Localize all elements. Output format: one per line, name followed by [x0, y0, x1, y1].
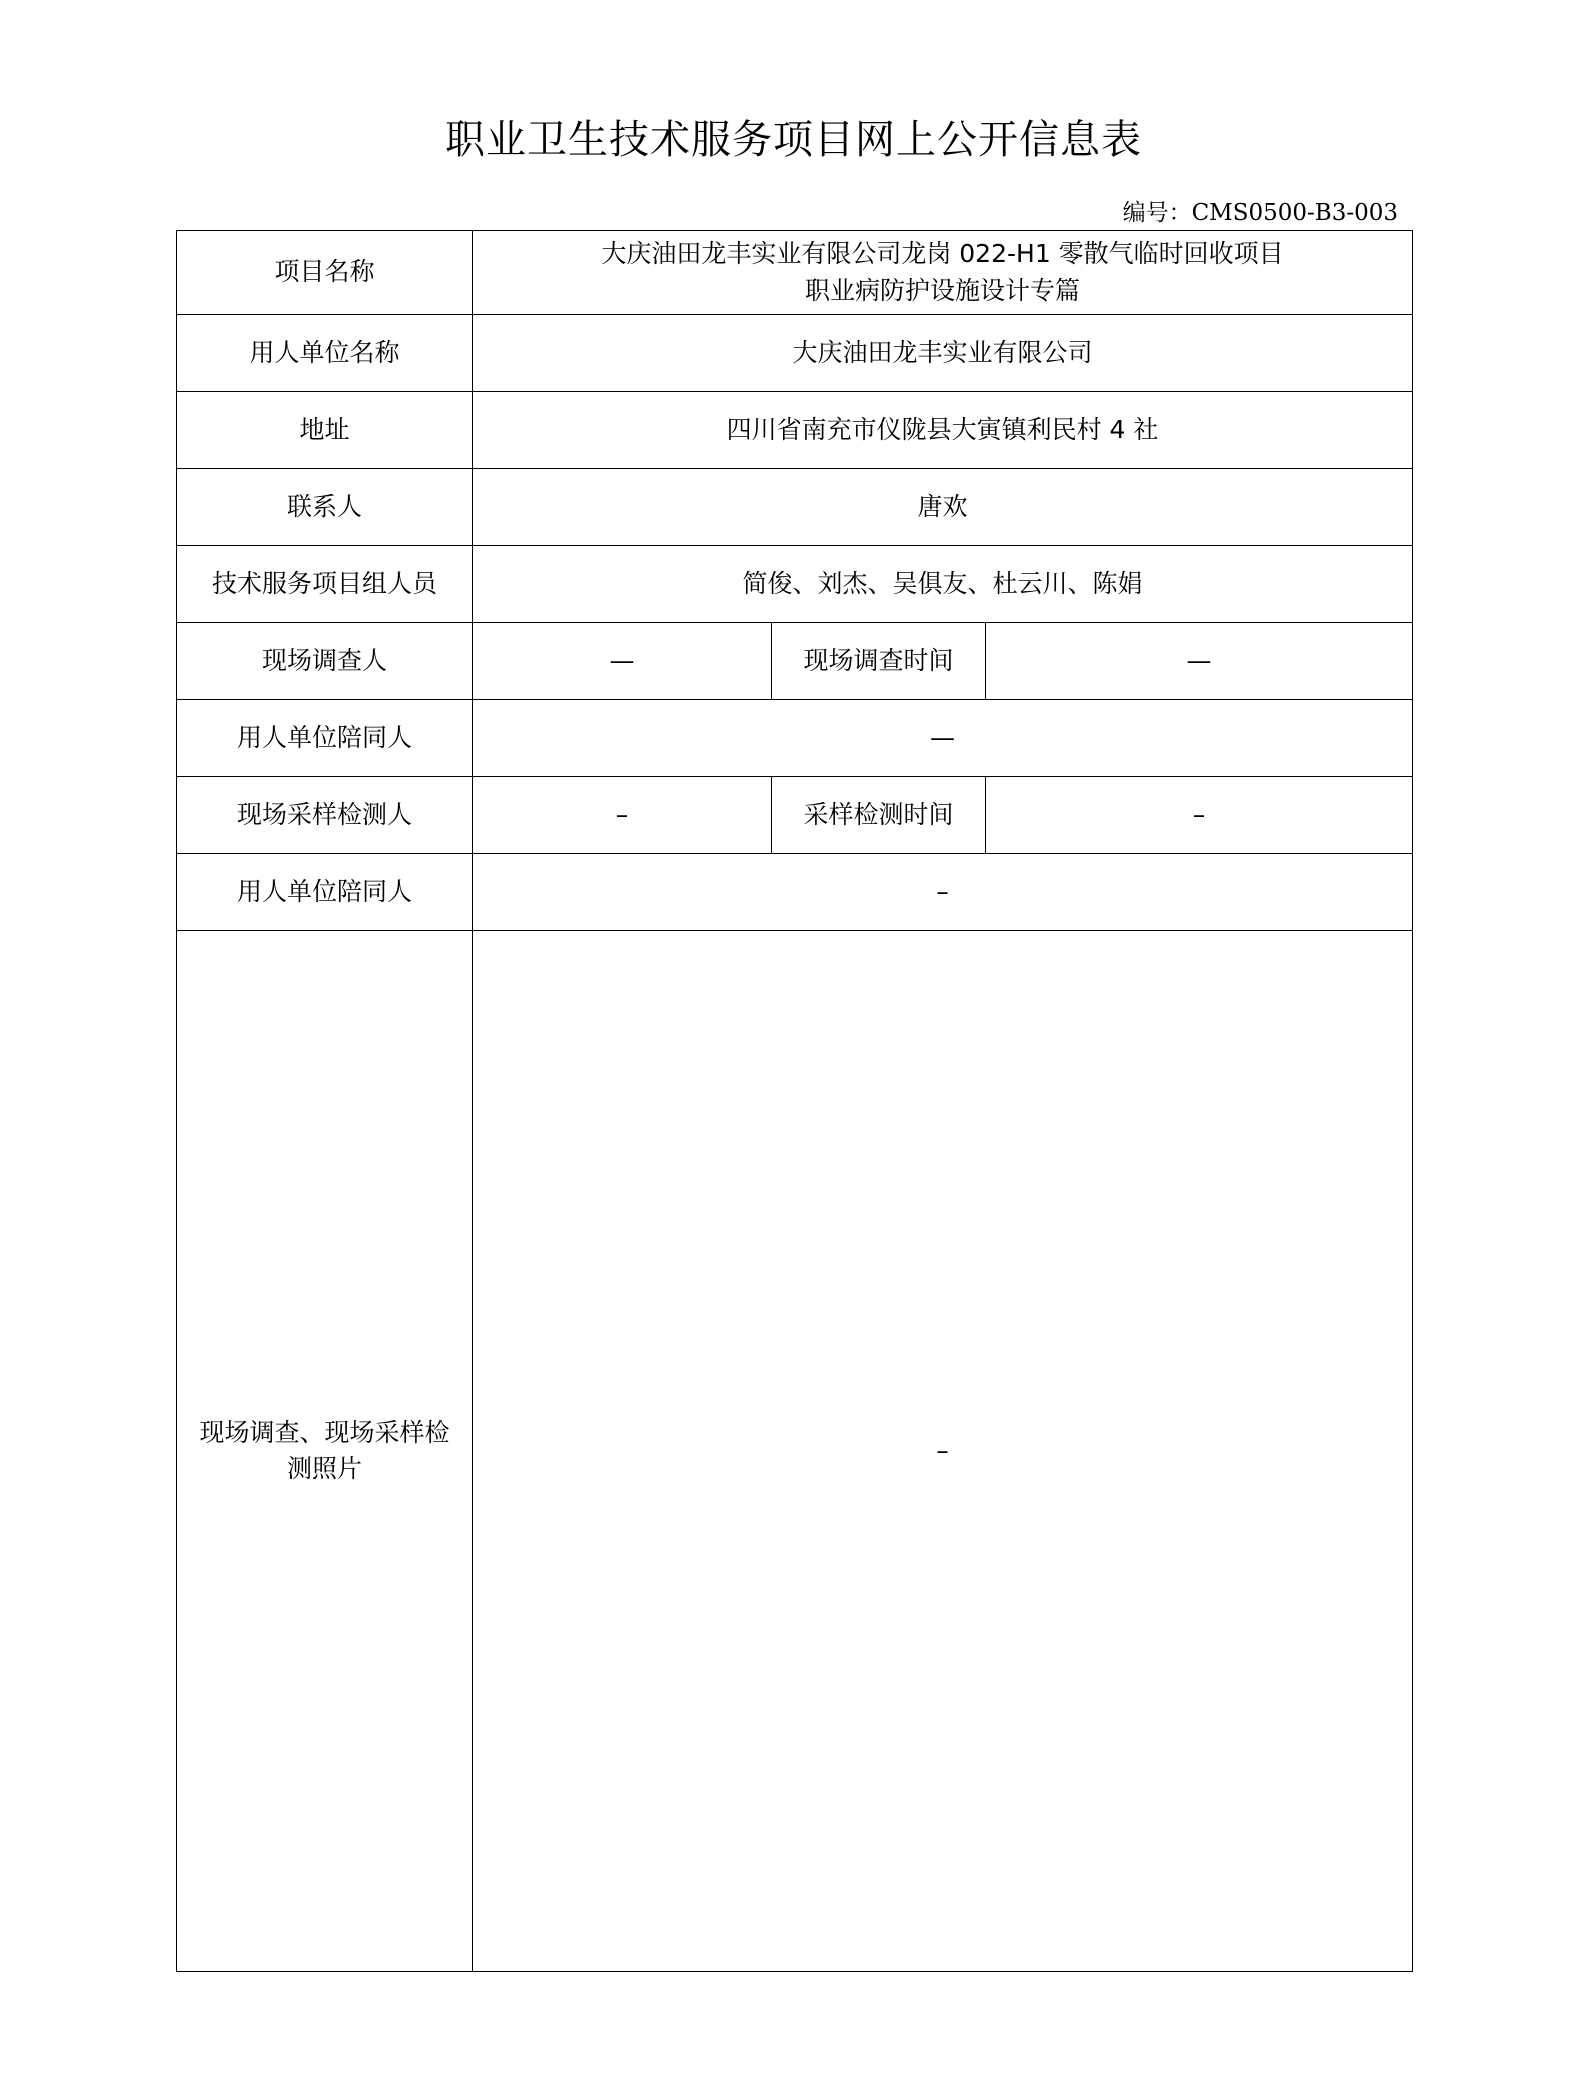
survey-time-value: — — [986, 623, 1413, 700]
survey-label: 现场调查人 — [177, 623, 473, 700]
survey-escort-value: — — [473, 700, 1413, 777]
table-row — [177, 231, 1413, 315]
photos-label — [177, 931, 473, 1972]
sampling-time-label: 采样检测时间 — [772, 777, 986, 854]
survey-escort-label: 用人单位陪同人 — [177, 700, 473, 777]
table-row — [177, 392, 1413, 469]
survey-value: — — [473, 623, 772, 700]
table-row — [177, 469, 1413, 546]
table-row — [177, 777, 1413, 854]
table-row — [177, 546, 1413, 623]
project-name-line-1: 大庆油田龙丰实业有限公司龙岗 022-H1 零散气临时回收项目 — [601, 239, 1284, 269]
employer-value: 大庆油田龙丰实业有限公司 — [473, 315, 1413, 392]
table-row — [177, 315, 1413, 392]
photos-label-line-1: 现场调查、现场采样检 — [199, 1417, 450, 1447]
page-title: 职业卫生技术服务项目网上公开信息表 — [445, 117, 1142, 163]
table-row — [177, 623, 1413, 700]
project-name-line-2: 职业病防护设施设计专篇 — [805, 275, 1081, 305]
project-name-label: 项目名称 — [177, 231, 473, 315]
team-label: 技术服务项目组人员 — [177, 546, 473, 623]
contact-value: 唐欢 — [473, 469, 1413, 546]
info-table — [176, 230, 1413, 1972]
project-name-value — [473, 231, 1413, 315]
sampling-label: 现场采样检测人 — [177, 777, 473, 854]
team-value: 简俊、刘杰、吴俱友、杜云川、陈娟 — [473, 546, 1413, 623]
sampling-escort-value: – — [473, 854, 1413, 931]
photos-value: – — [473, 931, 1413, 1972]
table-row — [177, 854, 1413, 931]
contact-label: 联系人 — [177, 469, 473, 546]
sampling-time-value: – — [986, 777, 1413, 854]
sampling-value: – — [473, 777, 772, 854]
address-label: 地址 — [177, 392, 473, 469]
survey-time-label: 现场调查时间 — [772, 623, 986, 700]
document-number: 编号：CMS0500-B3-003 — [1122, 200, 1398, 226]
address-value: 四川省南充市仪陇县大寅镇利民村 4 社 — [473, 392, 1413, 469]
sampling-escort-label: 用人单位陪同人 — [177, 854, 473, 931]
table-row — [177, 931, 1413, 1972]
photos-label-line-2: 测照片 — [286, 1454, 362, 1483]
employer-label: 用人单位名称 — [177, 315, 473, 392]
table-row — [177, 700, 1413, 777]
